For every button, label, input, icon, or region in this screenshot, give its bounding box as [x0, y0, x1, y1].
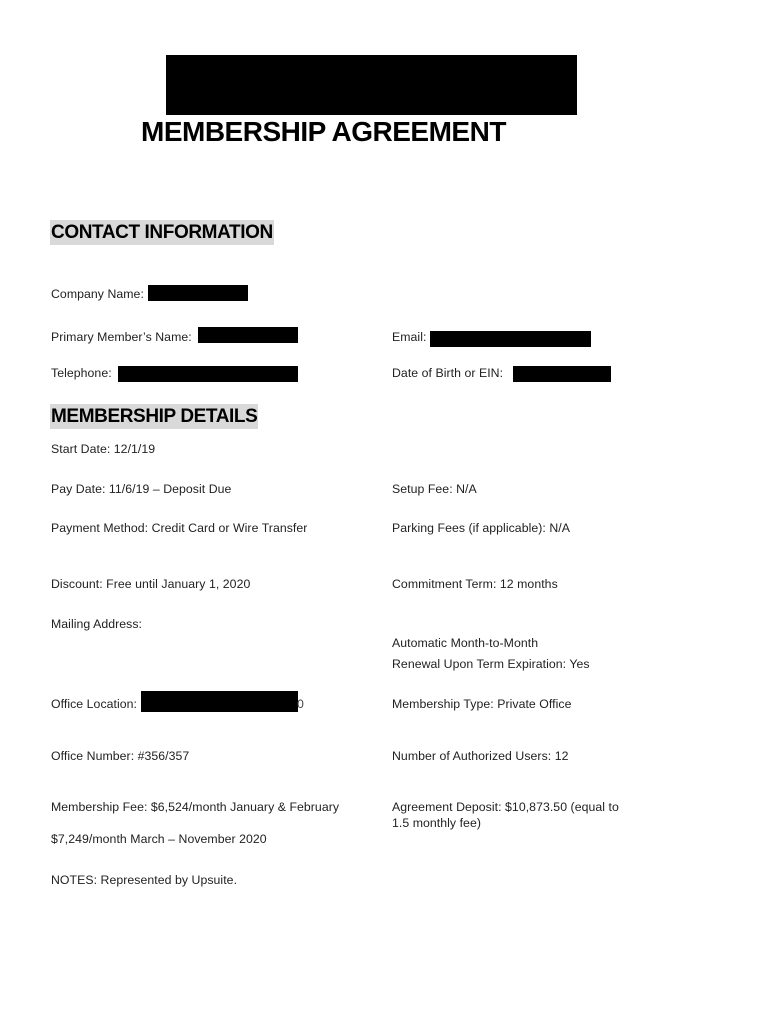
redacted-primary-member — [198, 327, 298, 343]
office-number: Office Number: #356/357 — [51, 749, 190, 763]
start-date: Start Date: 12/1/19 — [51, 442, 156, 456]
redacted-office-location — [141, 691, 298, 712]
discount: Discount: Free until January 1, 2020 — [51, 577, 251, 591]
dob-ein-label: Date of Birth or EIN: — [392, 366, 504, 380]
primary-member-label: Primary Member’s Name: — [51, 330, 192, 344]
agreement-deposit-line2: 1.5 monthly fee) — [392, 816, 481, 830]
membership-type: Membership Type: Private Office — [392, 697, 572, 711]
payment-method: Payment Method: Credit Card or Wire Transfer — [51, 521, 308, 535]
section-heading-contact: CONTACT INFORMATION — [51, 222, 273, 243]
redacted-logo — [166, 55, 577, 115]
notes: NOTES: Represented by Upsuite. — [51, 873, 238, 887]
membership-fee-line2: $7,249/month March – November 2020 — [51, 832, 267, 846]
membership-fee-line1: Membership Fee: $6,524/month January & February — [51, 800, 340, 814]
email-label: Email: — [392, 330, 427, 344]
pay-date: Pay Date: 11/6/19 – Deposit Due — [51, 482, 232, 496]
setup-fee: Setup Fee: N/A — [392, 482, 477, 496]
commitment-term: Commitment Term: 12 months — [392, 577, 558, 591]
auto-renew-line2: Renewal Upon Term Expiration: Yes — [392, 657, 590, 671]
redacted-email — [430, 331, 591, 347]
authorized-users: Number of Authorized Users: 12 — [392, 749, 569, 763]
redacted-company-name — [148, 285, 248, 301]
redacted-dob-ein — [513, 366, 611, 382]
redacted-telephone — [118, 366, 298, 382]
auto-renew-line1: Automatic Month-to-Month — [392, 636, 539, 650]
telephone-label: Telephone: — [51, 366, 112, 380]
mailing-address-label: Mailing Address: — [51, 617, 143, 631]
agreement-deposit-line1: Agreement Deposit: $10,873.50 (equal to — [392, 800, 619, 814]
company-name-label: Company Name: — [51, 287, 144, 301]
office-location-tail: 0 — [297, 697, 304, 711]
parking-fees: Parking Fees (if applicable): N/A — [392, 521, 570, 535]
section-heading-membership: MEMBERSHIP DETAILS — [51, 406, 258, 427]
office-location-label: Office Location: — [51, 697, 138, 711]
document-title: MEMBERSHIP AGREEMENT — [141, 116, 506, 147]
